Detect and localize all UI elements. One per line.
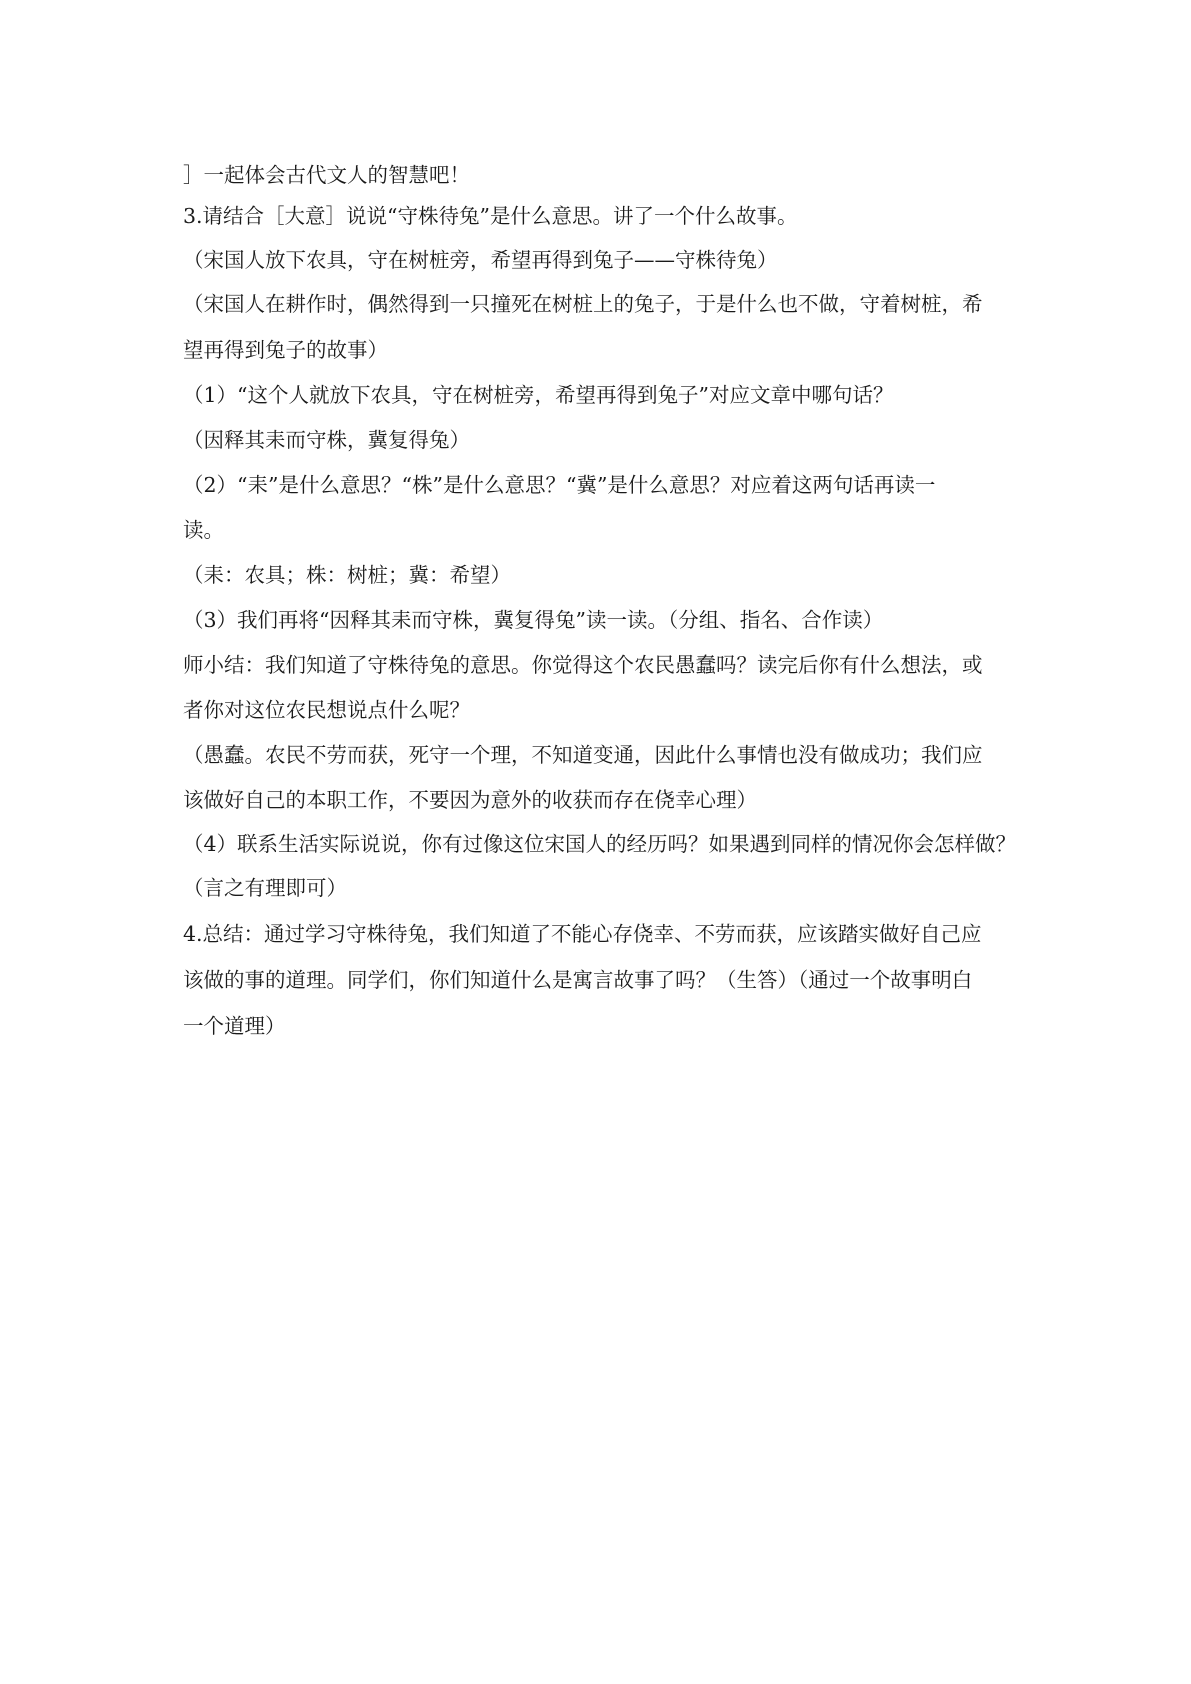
text-line: ］一起体会古代文人的智慧吧！ [183, 163, 470, 187]
answer-line: （愚蠢。农民不劳而获，死守一个理，不知道变通，因此什么事情也没有做成功；我们应 [183, 743, 983, 767]
sub-question-1: （1）“这个人就放下农具，守在树桩旁，希望再得到兔子”对应文章中哪句话？ [183, 383, 894, 407]
answer-line: 该做好自己的本职工作，不要因为意外的收获而存在侥幸心理） [183, 788, 757, 812]
question-3: 3.请结合［大意］说说“守株待兔”是什么意思。讲了一个什么故事。 [183, 204, 798, 228]
text-line: 该做的事的道理。同学们，你们知道什么是寓言故事了吗？（生答）（通过一个故事明白 [183, 968, 973, 992]
answer-line: （宋国人放下农具，守在树桩旁，希望再得到兔子——守株待兔） [183, 248, 778, 272]
sub-question-4: （4）联系生活实际说说，你有过像这位宋国人的经历吗？如果遇到同样的情况你会怎样做？ [183, 832, 1017, 856]
text-line: 读。 [183, 518, 224, 542]
text-line: 者你对这位农民想说点什么呢？ [183, 698, 470, 722]
answer-line: （因释其耒而守株，冀复得兔） [183, 428, 470, 452]
text-line: 一个道理） [183, 1014, 286, 1038]
sub-question-2: （2）“耒”是什么意思？“株”是什么意思？“冀”是什么意思？对应着这两句话再读一 [183, 473, 936, 497]
answer-line: 望再得到兔子的故事） [183, 338, 388, 362]
teacher-summary: 师小结：我们知道了守株待兔的意思。你觉得这个农民愚蠢吗？读完后你有什么想法，或 [183, 653, 983, 677]
sub-question-3: （3）我们再将“因释其耒而守株，冀复得兔”读一读。（分组、指名、合作读） [183, 608, 884, 632]
answer-line: （言之有理即可） [183, 876, 347, 900]
answer-line: （耒：农具；株：树桩；冀：希望） [183, 563, 511, 587]
summary-4: 4.总结：通过学习守株待兔，我们知道了不能心存侥幸、不劳而获，应该踏实做好自己应 [183, 922, 982, 946]
answer-line: （宋国人在耕作时，偶然得到一只撞死在树桩上的兔子，于是什么也不做，守着树桩，希 [183, 292, 983, 316]
